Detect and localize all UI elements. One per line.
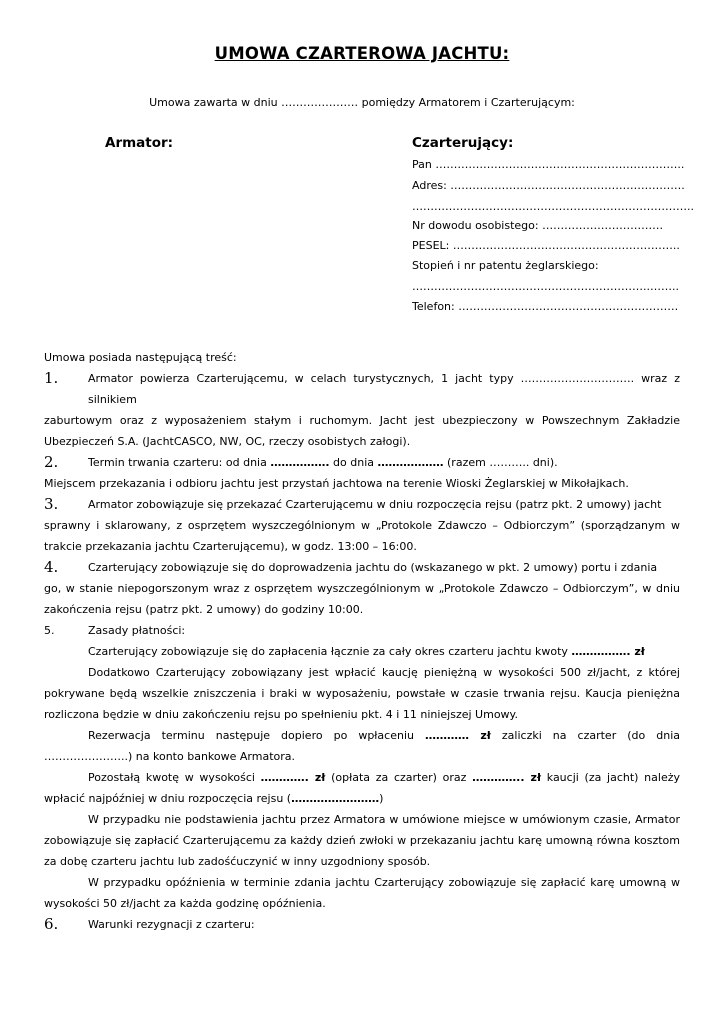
intro-line: Umowa zawarta w dniu ………………… pomiędzy Armatorem i Czarterującym: (149, 96, 575, 109)
clause-5 (44, 620, 680, 641)
clause-number: 5. (44, 624, 55, 637)
reservation-text: na konto bankowe Armatora. (135, 750, 296, 763)
remaining-blank: …………. zł (260, 771, 326, 784)
clause-text: Armator zobowiązuje się przekazać Czarterującemu w dniu rozpoczęcia rejsu (patrz pkt. 2 umowy) jacht (88, 498, 662, 511)
clause-6 (44, 914, 680, 935)
remaining-text: kaucji (za jacht) należy (546, 771, 680, 784)
armator-heading: Armator: (105, 135, 174, 151)
reservation-text: zaliczki na czarter (do dnia …………………..) (44, 729, 681, 763)
clause-number: 1. (44, 369, 59, 387)
clause-1-continuation: zaburtowym oraz z wyposażeniem stałym i ruchomym. Jacht jest ubezpieczony w Powszechnym Zakładzie Ubezpieczeń S.A. (JachtCASCO, NW, OC, rzeczy osobistych załogi). (44, 414, 680, 448)
clause-2-continuation: Miejscem przekazania i odbioru jachtu jest przystań jachtowa na terenie Wioski Żeglarskiej w Mikołajkach. (44, 477, 629, 490)
document-title: UMOWA CZARTEROWA JACHTU: (214, 44, 510, 63)
contract-body (44, 347, 680, 935)
remaining-text: Pozostałą kwotę w wysokości (88, 771, 255, 784)
clause-text: (razem ……….. dni). (447, 456, 558, 469)
clause-text: do dnia (333, 456, 375, 469)
field-adres-cont: ………………………………………………………………….. (412, 200, 694, 213)
field-pesel: PESEL: …………………………………………………….. (412, 239, 680, 252)
field-patent-label: Stopień i nr patentu żeglarskiego: (412, 259, 599, 272)
field-telefon: Telefon: …………………………………………………… (412, 300, 679, 313)
clause-4-continuation: go, w stanie niepogorszonym wraz z osprzętem wyszczególnionym w „Protokole Zdawczo – Odbiorczym”, w dniu zakończenia rejsu (patrz pkt. 2 umowy) do godziny 10:00. (44, 582, 680, 616)
field-adres: Adres: ………………………………………………………. (412, 179, 685, 192)
clause-3 (44, 494, 680, 515)
remaining-text: ) (379, 792, 384, 805)
clause-1 (44, 368, 680, 410)
due-date-blank: …………………… (291, 792, 380, 805)
payment-total-text: Czarterujący zobowiązuje się do zapłacenia łącznie za cały okres czarteru jachtu kwoty (88, 645, 568, 658)
field-id-number: Nr dowodu osobistego: …………………………… (412, 219, 664, 232)
clause-3-continuation: sprawny i sklarowany, z osprzętem wyszczególnionym w „Protokole Zdawczo – Odbiorczym” (sporządzanym w trakcie przekazania jachtu Czarterującemu), w godz. 13:00 – 16:00. (44, 519, 680, 553)
field-patent: ………………………………………………………..…….. (412, 280, 679, 293)
clause-text: Termin trwania czarteru: od dnia (88, 456, 267, 469)
clause-text: Warunki rezygnacji z czarteru: (88, 918, 255, 931)
reservation-text: Rezerwacja terminu następuje dopiero po wpłaceniu (88, 729, 414, 742)
payment-total-blank: ……………. zł (571, 645, 645, 658)
payment-deposit: Dodatkowo Czarterujący zobowiązany jest wpłacić kaucję pieniężną w wysokości 500 zł/jacht, z której pokrywane będą wszelkie zniszczenia i braki w wyposażeniu, powstałe w czasie trwania rejsu. Kaucja pieniężna rozliczona będzie w dniu zakończeniu rejsu po spełnieniu pkt. 4 i 11 niniejszej Umowy. (44, 666, 680, 721)
payment-reservation (44, 725, 680, 767)
payment-armator-penalty: W przypadku nie podstawienia jachtu przez Armatora w umówione miejsce w umówionym czasie, Armator zobowiązuje się zapłacić Czarterującemu za każdy dzień zwłoki w przekazaniu jachtu karę umowną równa kosztom za dobę czarteru jachtu lub zadośćuczynić w inny uzgodniony sposób. (44, 813, 680, 868)
clause-number: 6. (44, 915, 59, 933)
contract-lead: Umowa posiada następującą treść: (44, 351, 237, 364)
reservation-blank: ………… zł (425, 729, 491, 742)
czarterujacy-heading: Czarterujący: (412, 135, 514, 151)
payment-remaining (44, 767, 680, 809)
clause-number: 3. (44, 495, 59, 513)
remaining-text: wpłacić najpóźniej w dniu rozpoczęcia rejsu ( (44, 792, 292, 805)
clause-text: Zasady płatności: (88, 624, 186, 637)
field-pan: Pan ………………………………………………………….. (412, 158, 685, 171)
date-to-blank: ……………… (377, 456, 444, 469)
clause-text: Czarterujący zobowiązuje się do doprowadzenia jachtu do (wskazanego w pkt. 2 umowy) portu i zdania (88, 561, 658, 574)
payment-total (44, 641, 680, 662)
payment-delay-penalty: W przypadku opóźnienia w terminie zdania jachtu Czarterujący zobowiązuje się zapłacić karę umowną w wysokości 50 zł/jacht za każda godzinę opóźnienia. (44, 876, 680, 910)
clause-number: 2. (44, 453, 59, 471)
deposit-blank: ………….. zł (472, 771, 542, 784)
clause-4 (44, 557, 680, 578)
clause-number: 4. (44, 558, 59, 576)
remaining-text: (opłata za czarter) oraz (331, 771, 467, 784)
date-from-blank: ……………. (270, 456, 330, 469)
clause-2 (44, 452, 680, 473)
clause-text: Armator powierza Czarterującemu, w celach turystycznych, 1 jacht typy …………………………. wraz z silnikiem (88, 372, 680, 406)
